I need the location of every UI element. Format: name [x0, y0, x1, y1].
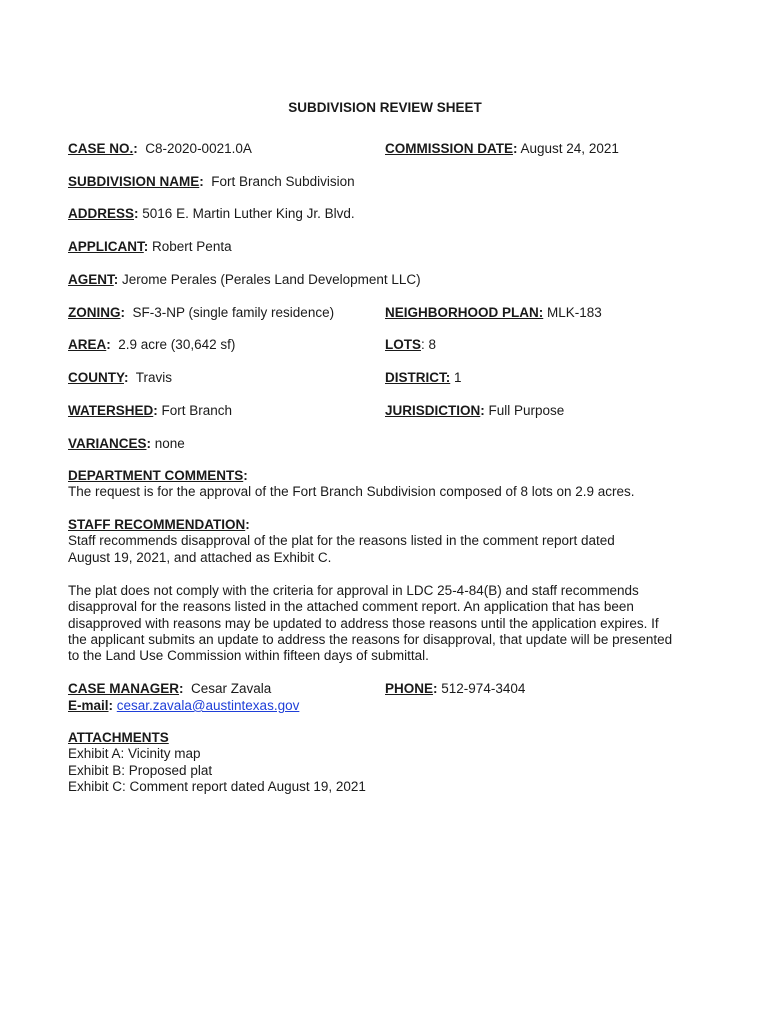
zoning-label: ZONING: [68, 305, 121, 320]
attachments-section: [68, 730, 708, 795]
case-no-value: C8-2020-0021.0A: [145, 141, 252, 156]
county-label: COUNTY: [68, 370, 124, 385]
district-label: DISTRICT:: [385, 370, 451, 385]
variances-value: none: [154, 436, 185, 451]
department-comments-text: The request is for the approval of the Fort Branch Subdivision composed of 8 lots on 2.9 acres.: [68, 484, 635, 500]
zoning-row: ZONING: SF-3-NP (single family residence): [68, 305, 335, 320]
staff-recommendation-label: STAFF RECOMMENDATION: [68, 517, 246, 532]
agent-label: AGENT: [68, 272, 114, 287]
neighborhood-plan-row: [385, 305, 602, 321]
applicant-value: Robert Penta: [152, 239, 232, 254]
commission-date-label: COMMISSION DATE: [385, 141, 513, 156]
compliance-line: the applicant submits an update to address the reasons for disapproval, that update will be presented: [68, 631, 673, 647]
compliance-paragraph: [68, 583, 708, 664]
neighborhood-plan-label: NEIGHBORHOOD PLAN:: [385, 305, 544, 320]
lots-row: LOTS: 8: [385, 337, 437, 352]
jurisdiction-row: JURISDICTION: Full Purpose: [385, 403, 565, 418]
email-label: E-mail: [68, 698, 109, 713]
commission-date-row: COMMISSION DATE: August 24, 2021: [385, 141, 619, 156]
variances-label: VARIANCES: [68, 436, 147, 451]
lots-value: 8: [428, 337, 437, 352]
email-link[interactable]: cesar.zavala@austintexas.gov: [116, 698, 300, 713]
compliance-line: disapproved with reasons may be updated to address those reasons until the application expires. If: [68, 615, 659, 631]
watershed-label: WATERSHED: [68, 403, 154, 418]
agent-value: Jerome Perales (Perales Land Development LLC): [122, 272, 421, 287]
variances-row: VARIANCES: none: [68, 436, 185, 451]
agent-row: AGENT: Jerome Perales (Perales Land Development LLC): [68, 272, 421, 287]
district-value: 1: [454, 370, 462, 385]
subdivision-name-row: SUBDIVISION NAME: Fort Branch Subdivision: [68, 174, 355, 189]
staff-recommendation-section: STAFF RECOMMENDATION: Staff recommends disapproval of the plat for the reasons listed in the comment report dated August 19, 2021, and attached as Exhibit C.: [68, 517, 708, 566]
neighborhood-plan-value: MLK-183: [547, 305, 602, 320]
staff-recommendation-line: August 19, 2021, and attached as Exhibit C.: [68, 549, 332, 565]
department-comments-label: DEPARTMENT COMMENTS: [68, 468, 244, 483]
compliance-line: disapproval for the reasons listed in the attached comment report. An application that has been: [68, 599, 634, 615]
case-no-row: CASE NO.: C8-2020-0021.0A: [68, 141, 252, 156]
county-row: COUNTY: Travis: [68, 370, 173, 385]
subdivision-name-value: Fort Branch Subdivision: [211, 174, 355, 189]
phone-row: PHONE: 512-974-3404: [385, 681, 526, 696]
applicant-label: APPLICANT: [68, 239, 144, 254]
subdivision-name-label: SUBDIVISION NAME: [68, 174, 200, 189]
lots-label: LOTS: [385, 337, 421, 352]
attachment-item: Exhibit C: Comment report dated August 19, 2021: [68, 778, 366, 794]
county-value: Travis: [135, 370, 173, 385]
commission-date-value: August 24, 2021: [520, 141, 619, 156]
area-value: 2.9 acre (30,642 sf): [118, 337, 236, 352]
attachments-label: ATTACHMENTS: [68, 730, 169, 745]
applicant-row: APPLICANT: Robert Penta: [68, 239, 232, 254]
area-label: AREA: [68, 337, 107, 352]
compliance-line: to the Land Use Commission within fifteen days of submittal.: [68, 648, 429, 664]
email-row: E-mail: cesar.zavala@austintexas.gov: [68, 698, 300, 713]
district-row: [385, 370, 462, 386]
staff-recommendation-line: Staff recommends disapproval of the plat for the reasons listed in the comment report dated: [68, 533, 615, 549]
attachment-item: Exhibit B: Proposed plat: [68, 762, 213, 778]
jurisdiction-value: Full Purpose: [488, 403, 565, 418]
watershed-value: Fort Branch: [161, 403, 233, 418]
address-row: ADDRESS: 5016 E. Martin Luther King Jr. Blvd.: [68, 206, 355, 221]
phone-value: 512-974-3404: [441, 681, 526, 696]
attachment-item: Exhibit A: Vicinity map: [68, 746, 201, 762]
phone-label: PHONE: [385, 681, 434, 696]
case-manager-label: CASE MANAGER: [68, 681, 180, 696]
department-comments-section: DEPARTMENT COMMENTS: The request is for the approval of the Fort Branch Subdivision composed of 8 lots on 2.9 acres.: [68, 468, 708, 501]
compliance-line: The plat does not comply with the criteria for approval in LDC 25-4-84(B) and staff recommends: [68, 583, 639, 598]
page-title: SUBDIVISION REVIEW SHEET: [288, 100, 482, 115]
address-label: ADDRESS: [68, 206, 135, 221]
address-value: 5016 E. Martin Luther King Jr. Blvd.: [142, 206, 355, 221]
case-manager-row: CASE MANAGER: Cesar Zavala: [68, 681, 272, 696]
zoning-value: SF-3-NP (single family residence): [132, 305, 335, 320]
area-row: AREA: 2.9 acre (30,642 sf): [68, 337, 236, 352]
jurisdiction-label: JURISDICTION: [385, 403, 481, 418]
case-manager-value: Cesar Zavala: [191, 681, 272, 696]
case-no-label: CASE NO.: [68, 141, 134, 156]
watershed-row: WATERSHED: Fort Branch: [68, 403, 233, 418]
